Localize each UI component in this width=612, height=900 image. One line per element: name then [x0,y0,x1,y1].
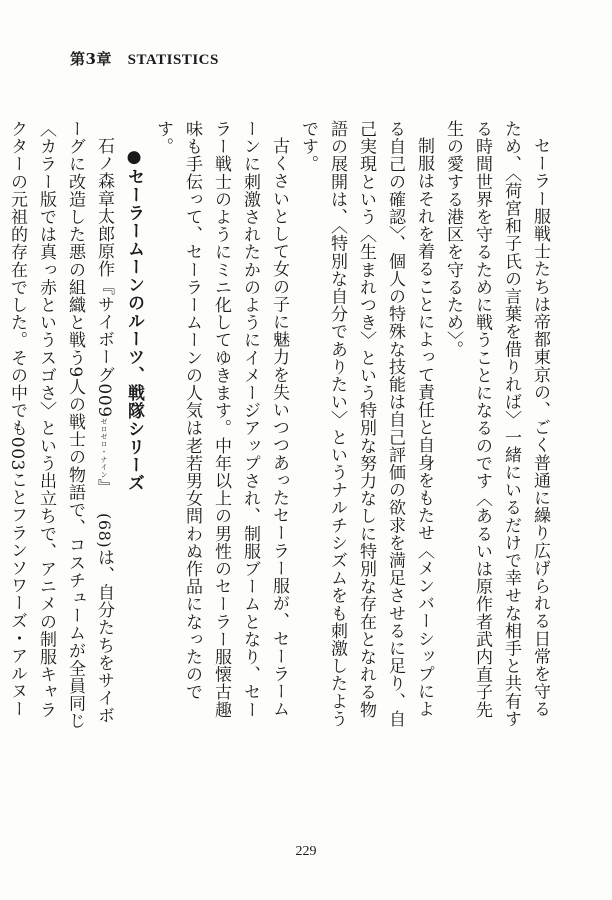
footnote-marker: (68) [95,513,114,549]
section-paragraph [0,120,119,730]
section-heading [119,120,148,730]
vertical-body-text [7,120,554,730]
paragraph-1: セーラー服戦士たちは帝都東京の、ごく普通に繰り広げられる日常を守るため、〈荷宮和子氏の言葉を借りれば〉一緒にいるだけで幸せな相手と共有する時間世界を守るために戦うことになるのです〈あるいは原作者武内直子先生の愛する港区を守るため〉。 [443,120,550,728]
section-heading-text: セーラームーンのルーツ、戦隊シリーズ [124,168,144,492]
section-paragraph-rest: は、自分たちをサイボーグに改造した悪の組織と戦う9人の戦士の物語で、コスチュームが全員同じ〈カラー版では真っ赤というスゴさ〉という出立ちで、アニメの制服キャラクターの元祖的存在でした。その中でも003ことフランソワーズ・アルヌー [7,120,114,730]
chapter-title: STATISTICS [127,52,219,68]
section-paragraph-lead: 石ノ森章太郎原作『サイボーグ009 [94,137,114,418]
ruby-annotation: ゼロゼロ・ナイン [100,417,108,479]
paragraph-2: 制服はそれを着ることによって責任と自身をもたせ〈メンバーシップによる自己の確認〉、個人の特殊な技能は自己評価の欲求を満足させるに足り、自己実現という〈生まれつき〉という特別な努力なしに特別な存在となれる物語の展開は、〈特別な自分でありたい〉というナルチシズムをも刺激したようです。 [298,120,434,728]
chapter-number: 第3章 [70,50,112,68]
page-number: 229 [295,844,317,859]
bullet-icon: ● [124,147,144,168]
paragraph-3: 古くさいとして女の子に魅力を失いつつあったセーラー服が、セーラームーンに刺激されたかのようにイメージアップされ、制服ブームとなり、セーラー戦士のようにミニ化してゆきます。中年以上の男性のセーラー服懐古趣味も手伝って、セーラームーンの人気は老若男女問わぬ作品になったのです。 [153,120,289,719]
section-paragraph-close: 』 [94,478,114,497]
running-header [70,48,219,69]
